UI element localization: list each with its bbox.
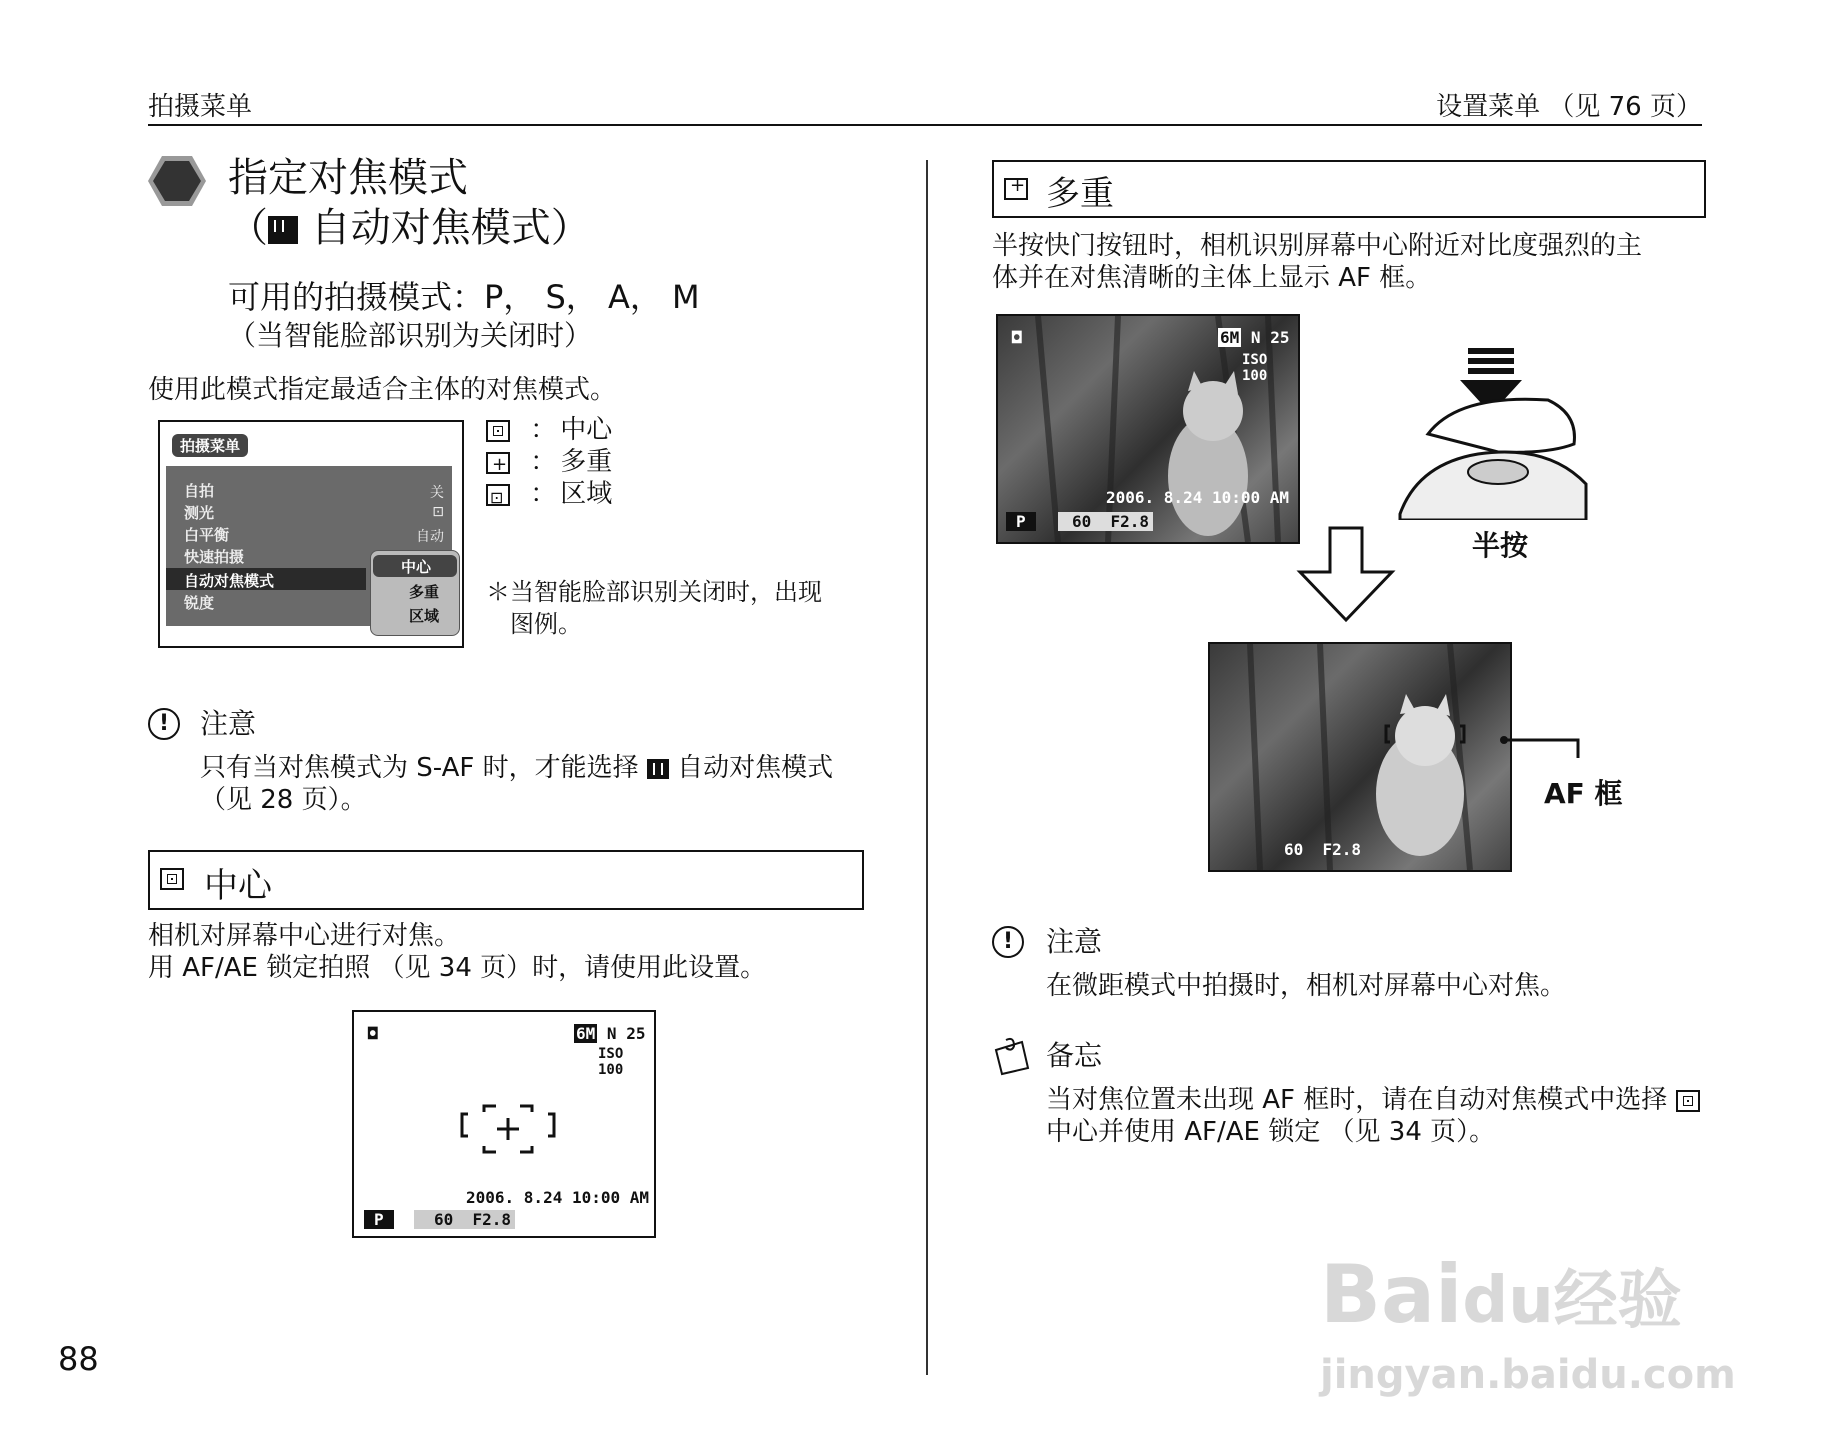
notice-title: 注意 xyxy=(200,707,257,740)
menu-item[interactable]: 白平衡 xyxy=(184,526,230,544)
menu-item[interactable]: 自拍 xyxy=(184,482,215,500)
center-heading: 中心 xyxy=(204,866,272,906)
memo-icon xyxy=(992,1036,1032,1076)
menu-item-value: 自动 xyxy=(416,529,444,545)
section-hexagon-icon xyxy=(148,156,206,206)
camera-mode-icon: ◘ xyxy=(368,1024,378,1043)
photo1-iso: ISO 100 xyxy=(1242,352,1268,384)
center-text-line1: 相机对屏幕中心进行对焦。 xyxy=(148,921,461,951)
watermark-brand: Baidu经验 xyxy=(1320,1248,1682,1341)
notice-text-line1: 只有当对焦模式为 S-AF 时，才能选择 自动对焦模式 xyxy=(200,753,834,783)
af-mode-icon xyxy=(268,216,298,244)
menu-item-selected[interactable]: 自动对焦模式 xyxy=(184,572,275,590)
popup-option-multi[interactable]: 多重 xyxy=(409,583,440,601)
header-left: 拍摄菜单 xyxy=(148,92,253,122)
popup-option-area[interactable]: 区域 xyxy=(409,607,440,625)
intro-text: 使用此模式指定最适合主体的对焦模式。 xyxy=(148,375,617,405)
lcd-size-quality: 6M N 25 xyxy=(576,1024,646,1043)
area-focus-icon xyxy=(486,484,510,506)
center-focus-icon xyxy=(1676,1090,1700,1112)
lcd-display-center xyxy=(352,1010,656,1238)
cat-figurine-photo-focused xyxy=(1210,644,1510,870)
multi-section-heading-box xyxy=(992,160,1706,218)
legend-multi: + ： 多重 xyxy=(486,446,612,478)
memo-text-line2: 中心并使用 AF/AE 锁定 （见 34 页）。 xyxy=(1046,1117,1496,1147)
watermark-url: jingyan.baidu.com xyxy=(1320,1352,1736,1398)
multi-text-line2: 体并在对焦清晰的主体上显示 AF 框。 xyxy=(992,263,1432,293)
lcd-exposure: 60 F2.8 xyxy=(414,1210,515,1229)
page-number: 88 xyxy=(58,1340,99,1378)
lcd-datetime: 2006. 8.24 10:00 AM xyxy=(466,1188,650,1207)
af-mode-icon xyxy=(647,759,669,779)
photo1-datetime: 2006. 8.24 10:00 AM xyxy=(1106,488,1290,507)
asterisk-note-line2: 图例。 xyxy=(510,610,582,638)
af-frame-callout-line xyxy=(1494,730,1584,760)
half-press-label: 半按 xyxy=(1472,529,1529,562)
page-subtitle: （ 自动对焦模式） xyxy=(228,205,591,251)
camera-mode-icon: ◘ xyxy=(1012,328,1022,347)
photo1-shooting-mode: P xyxy=(1006,512,1036,531)
photo2-exposure: 60 F2.8 xyxy=(1284,840,1362,859)
page-title: 指定对焦模式 xyxy=(228,155,468,201)
cat-figurine-photo xyxy=(998,316,1298,542)
center-text-line2: 用 AF/AE 锁定拍照 （见 34 页）时，请使用此设置。 xyxy=(148,953,767,983)
down-arrow-icon xyxy=(1296,526,1396,624)
center-section-heading-box xyxy=(148,850,864,910)
af-frame-label: AF 框 xyxy=(1544,777,1623,810)
notice-text-right: 在微距模式中拍摄时，相机对屏幕中心对焦。 xyxy=(1046,971,1567,1001)
af-frame-icon xyxy=(460,1102,556,1158)
menu-item[interactable]: 快速拍摄 xyxy=(184,548,245,566)
notice-text-line2: （见 28 页）。 xyxy=(200,785,367,815)
memo-title: 备忘 xyxy=(1046,1039,1103,1072)
header-right: 设置菜单 （见 76 页） xyxy=(1436,92,1702,122)
multi-focus-icon xyxy=(486,452,510,474)
lcd-shooting-mode: P xyxy=(364,1210,394,1229)
lcd-photo-after xyxy=(1208,642,1512,872)
available-modes: 可用的拍摄模式：P， S， A， M xyxy=(228,278,700,316)
menu-title: 拍摄菜单 xyxy=(172,434,248,457)
menu-item[interactable]: 锐度 xyxy=(184,594,215,612)
legend-center: ： 中心 xyxy=(486,414,612,446)
header-rule xyxy=(148,124,1702,126)
af-mode-popup xyxy=(370,550,460,636)
lcd-iso: ISO 100 xyxy=(598,1046,624,1078)
lcd-photo-before xyxy=(996,314,1300,544)
multi-heading: 多重 xyxy=(1046,174,1114,214)
notice-icon: ! xyxy=(148,708,180,740)
center-focus-icon xyxy=(486,420,510,442)
center-focus-icon xyxy=(160,868,184,890)
menu-item-value: 关 xyxy=(430,485,444,501)
notice-icon: ! xyxy=(992,926,1024,958)
legend-area: ⊡ ： 区域 xyxy=(486,478,612,510)
notice-title-right: 注意 xyxy=(1046,925,1103,958)
asterisk-note-line1: ＊当智能脸部识别关闭时，出现 xyxy=(486,578,822,606)
multi-text-line1: 半按快门按钮时，相机识别屏幕中心附近对比度强烈的主 xyxy=(992,231,1643,261)
shooting-menu-screenshot xyxy=(158,420,464,648)
shutter-button-illustration xyxy=(1398,344,1588,520)
popup-option-center[interactable]: 中心 xyxy=(401,558,432,576)
memo-text-line1: 当对焦位置未出现 AF 框时，请在自动对焦模式中选择 xyxy=(1046,1084,1700,1116)
menu-item-value: ⊡ xyxy=(432,504,444,520)
photo1-size-quality: 6M N 25 xyxy=(1220,328,1290,347)
menu-item[interactable]: 测光 xyxy=(184,504,215,522)
photo1-exposure: 60 F2.8 xyxy=(1058,512,1153,531)
modes-condition: （当智能脸部识别为关闭时） xyxy=(228,319,593,352)
column-divider xyxy=(926,160,928,1375)
multi-focus-icon xyxy=(1004,178,1028,200)
